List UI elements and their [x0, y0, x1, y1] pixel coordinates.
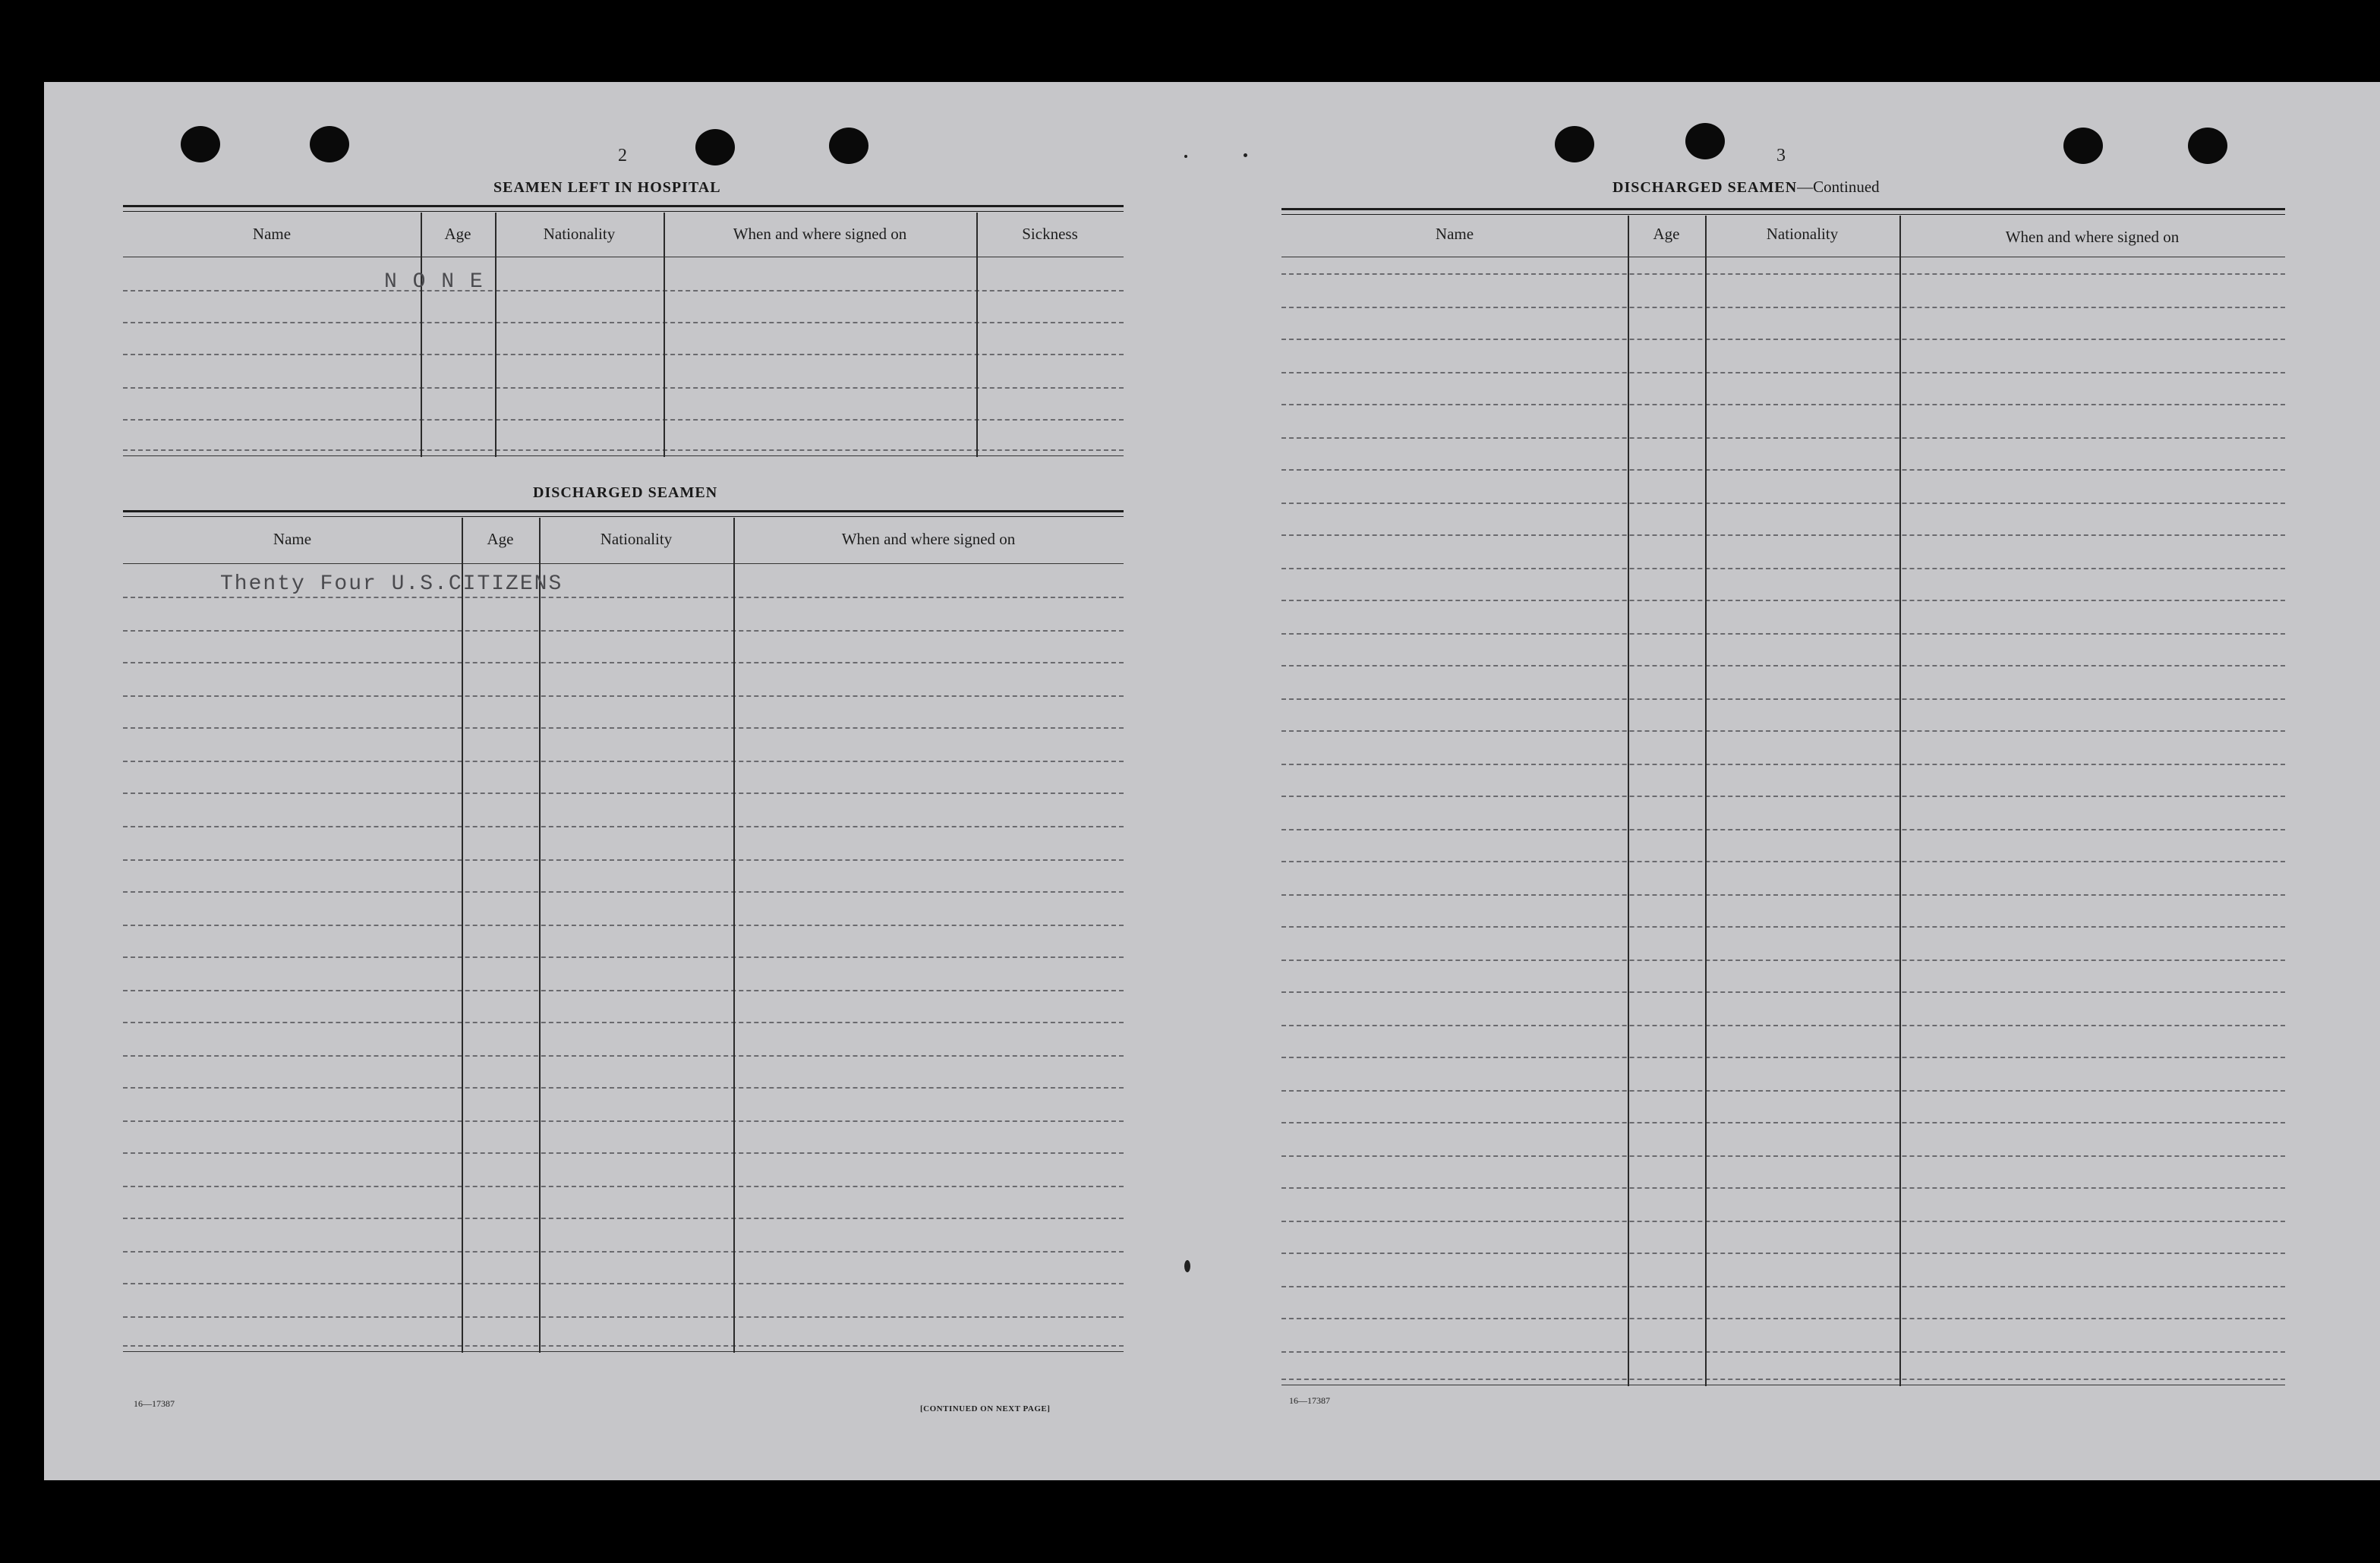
- column-header-name: Name: [252, 225, 292, 243]
- punch-hole: [2188, 128, 2227, 164]
- column-header-nationality: Nationality: [1766, 225, 1839, 243]
- discharged-entry: Thenty Four U.S.CITIZENS: [220, 572, 563, 596]
- column-header-sickness: Sickness: [1022, 225, 1078, 243]
- discharged-table-left: [123, 510, 1124, 1406]
- title-main: DISCHARGED SEAMEN: [1612, 179, 1798, 196]
- page-number-right: 3: [1776, 146, 1786, 165]
- column-header-name: Name: [1435, 225, 1474, 243]
- punch-hole: [1555, 126, 1594, 162]
- column-header-nationality: Nationality: [543, 225, 616, 243]
- discharged-section-title: DISCHARGED SEAMEN: [533, 484, 718, 501]
- form-number-left: 16—17387: [134, 1398, 175, 1409]
- punch-hole: [829, 128, 868, 164]
- ink-speck: [1244, 153, 1247, 157]
- punch-hole: [1685, 123, 1725, 159]
- column-header-age: Age: [1653, 225, 1680, 243]
- hospital-section-title: SEAMEN LEFT IN HOSPITAL: [493, 179, 721, 196]
- discharged-table-right: [1281, 208, 2285, 1407]
- column-header-nationality: Nationality: [600, 530, 673, 548]
- discharged-continued-title: [1612, 178, 1880, 197]
- column-header-age: Age: [487, 530, 514, 548]
- form-number-right: 16—17387: [1289, 1395, 1330, 1406]
- continued-note: [CONTINUED ON NEXT PAGE]: [920, 1404, 1051, 1413]
- ink-speck: [1184, 155, 1187, 158]
- page-number-left: 2: [618, 146, 627, 165]
- hospital-entry-none: N O N E: [384, 270, 484, 294]
- punch-hole: [695, 129, 735, 165]
- punch-hole: [2063, 128, 2103, 164]
- column-header-age: Age: [444, 225, 471, 243]
- column-header-signed-on: When and where signed on: [841, 530, 1016, 548]
- column-header-name: Name: [273, 530, 312, 548]
- document-sheet: [44, 82, 2380, 1480]
- punch-hole: [181, 126, 220, 162]
- column-header-signed-on: When and where signed on: [733, 225, 907, 243]
- punch-hole: [310, 126, 349, 162]
- column-header-signed-on: When and where signed on: [2005, 228, 2180, 246]
- ink-speck: [1184, 1260, 1190, 1272]
- title-suffix: —Continued: [1797, 178, 1880, 196]
